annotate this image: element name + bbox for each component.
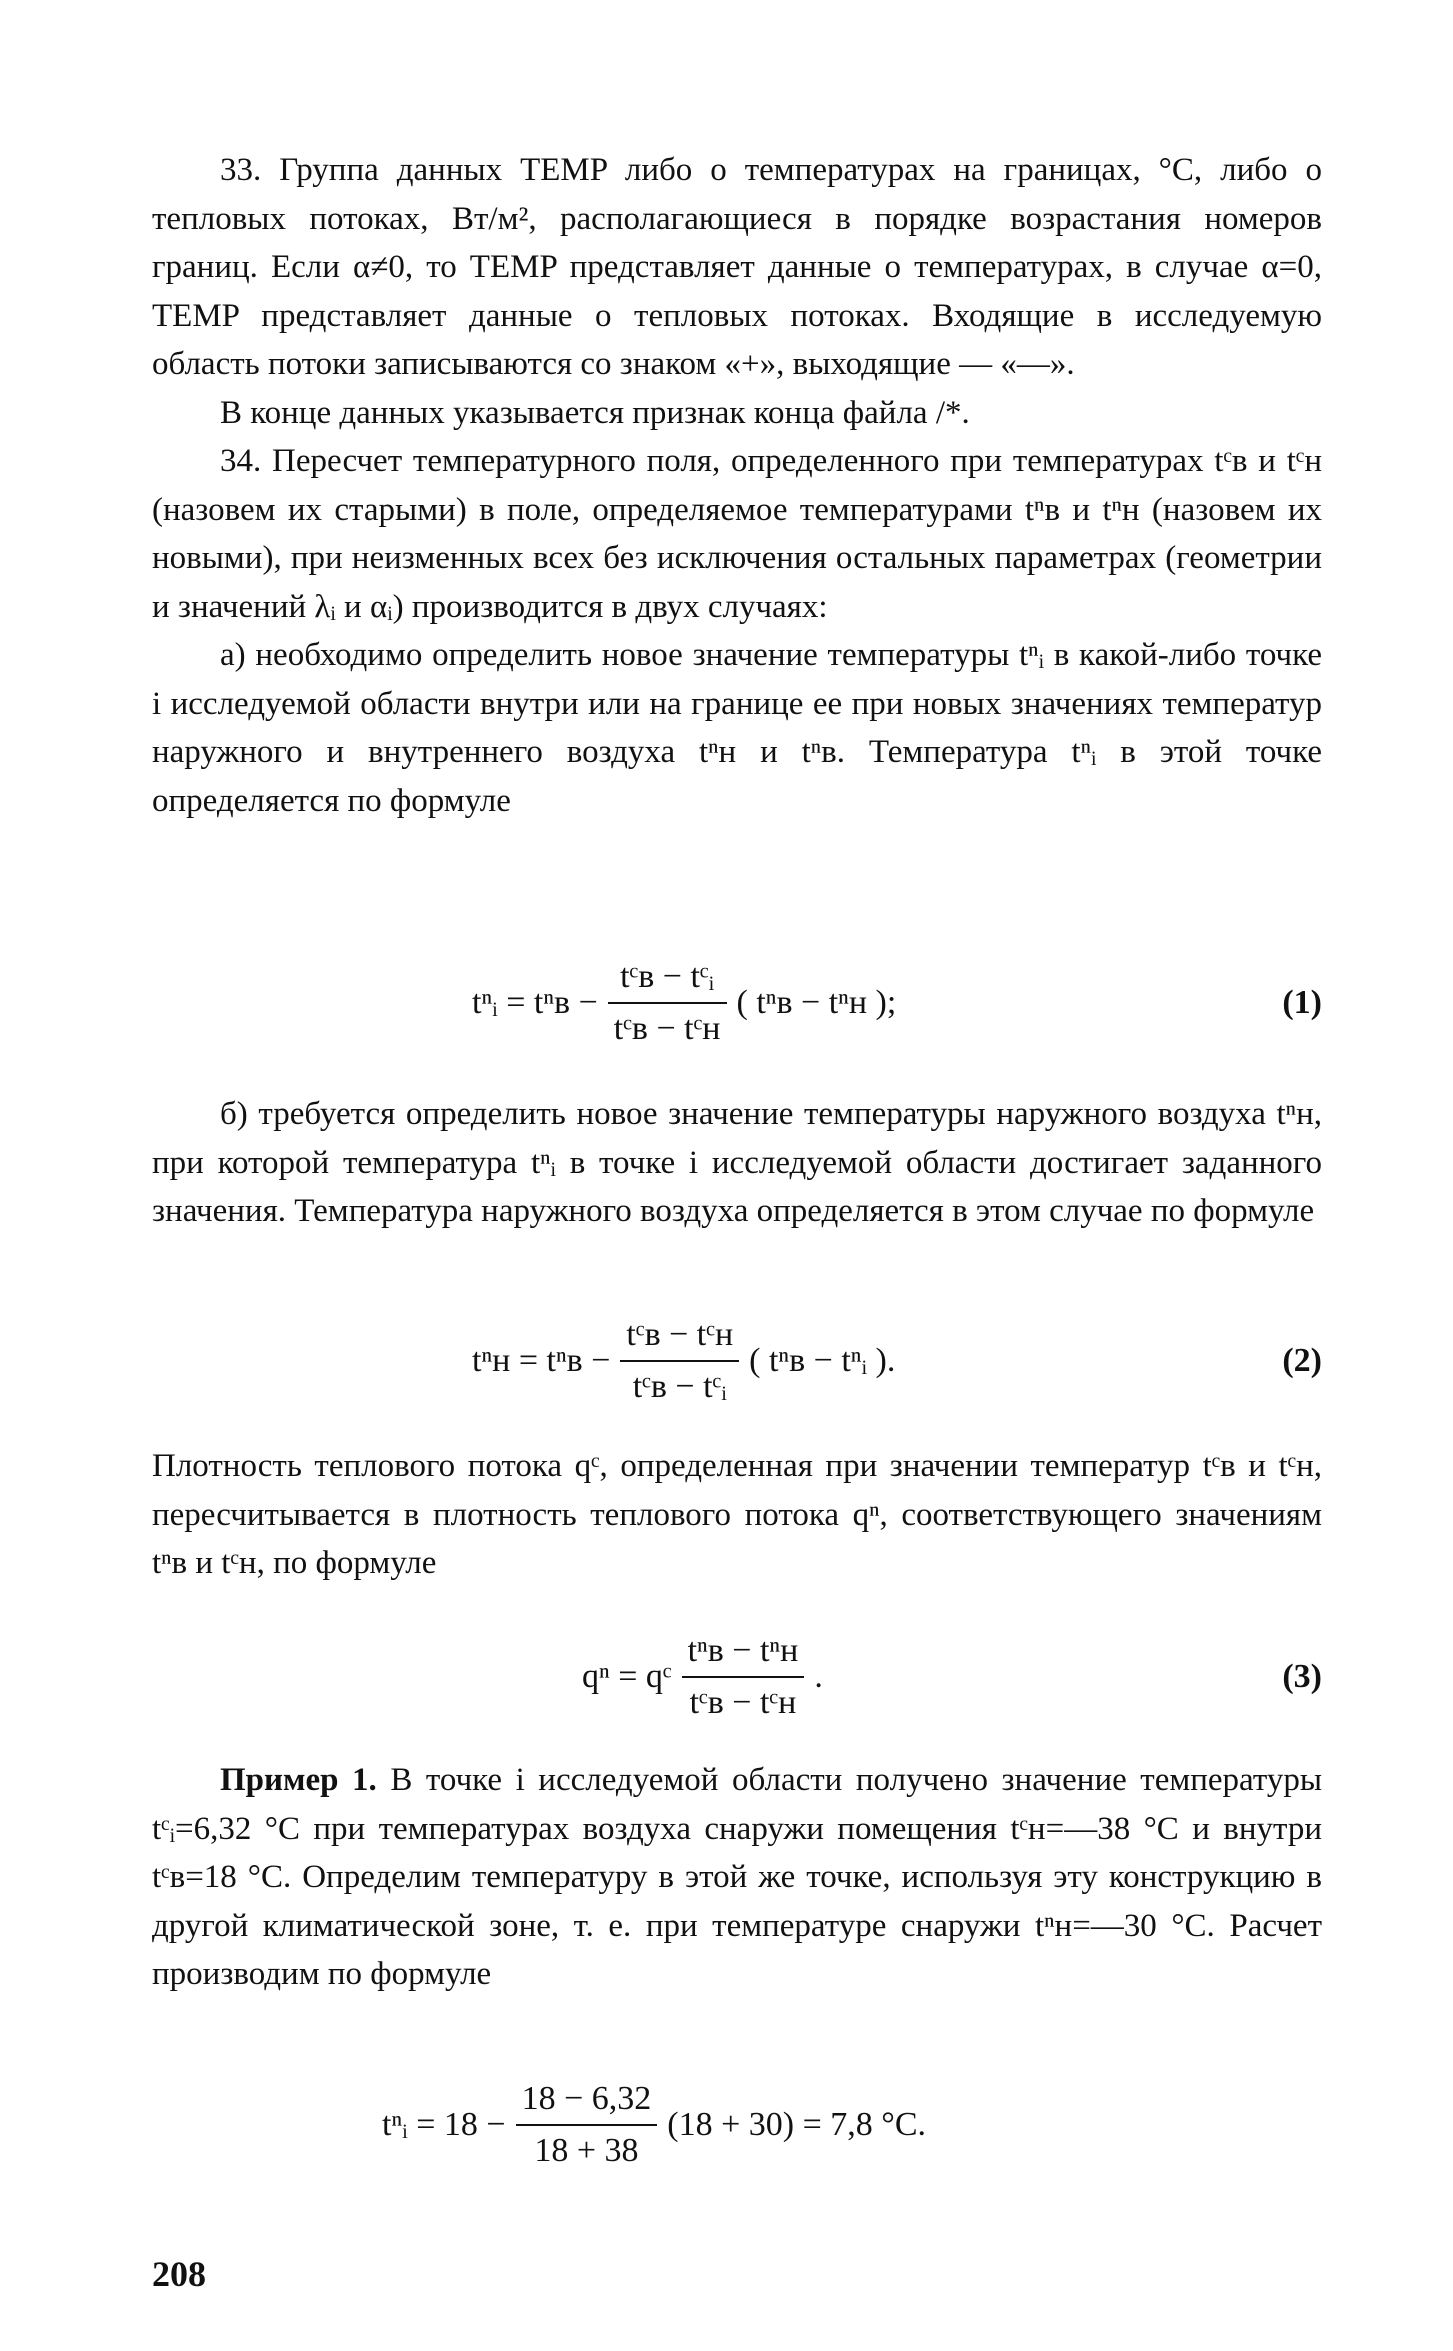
formula-1-lhs: tⁿᵢ = tⁿв −	[472, 984, 598, 1021]
example-text: В точке i исследуемой области получено значение температуры tᶜᵢ=6,32 °С при температурах воздуха снаружи помещения tᶜн=—38 °С и внутри tᶜв=18 °С. Определим температуру в этой же точке, используя эту конструкцию в другой климатической зоне, т. е. при температуре снаружи tⁿн=—30 °С. Расчет производим по формуле	[152, 1762, 1323, 1992]
example-label: Пример 1.	[220, 1762, 377, 1798]
formula-3-numerator: tⁿв − tⁿн	[687, 1632, 799, 1669]
text-block-2	[152, 1090, 1322, 1236]
paragraph-34: 34. Пересчет температурного поля, определенного при температурах tᶜв и tᶜн (назовем их старыми) в поле, определяемое температурами tⁿв и tⁿн (назовем их новыми), при неизменных всех без исключения остальных параметрах (геометрии и значений λᵢ и αᵢ) производится в двух случаях:	[152, 443, 1322, 625]
formula-2-number: (2)	[1282, 1342, 1322, 1379]
paragraph-33: 33. Группа данных TEMP либо о температурах на границах, °С, либо о тепловых потоках, Вт/м², располагающиеся в порядке возрастания номеров границ. Если α≠0, то TEMP представляет данные о температурах, в случае α=0, TEMP представляет данные о тепловых потоках. Входящие в исследуемую область потоки записываются со знаком «+», выходящие — «—».	[152, 152, 1322, 382]
formula-4-rhs: (18 + 30) = 7,8 °С.	[667, 2106, 927, 2143]
page-number: 208	[152, 2254, 206, 2294]
formula-3-fraction	[682, 1632, 805, 1722]
formula-1-denominator: tᶜв − tᶜн	[613, 1010, 721, 1047]
paragraph-example-1	[152, 1756, 1322, 1999]
formula-1-number: (1)	[1282, 984, 1322, 1021]
formula-2	[152, 1296, 1322, 1426]
formula-3	[152, 1612, 1322, 1742]
formula-3-rhs: .	[814, 1658, 823, 1695]
text-block-1	[152, 146, 1322, 825]
formula-1-numerator: tᶜв − tᶜᵢ	[620, 958, 715, 995]
formula-4-lhs: tⁿᵢ = 18 −	[382, 2106, 506, 2143]
formula-2-rhs: ( tⁿв − tⁿᵢ ).	[749, 1342, 896, 1379]
text-block-3	[152, 1442, 1322, 1588]
formula-4-numerator: 18 − 6,32	[521, 2080, 652, 2117]
formula-2-denominator: tᶜв − tᶜᵢ	[632, 1368, 727, 1405]
formula-3-number: (3)	[1282, 1658, 1322, 1695]
paragraph-end-of-file: В конце данных указывается признак конца файла /*.	[220, 394, 970, 431]
paragraph-b: б) требуется определить новое значение температуры наружного воздуха tⁿн, при которой температура tⁿᵢ в точке i исследуемой области достигает заданного значения. Температура наружного воздуха определяется в этом случае по формуле	[152, 1096, 1322, 1229]
formula-2-lhs: tⁿн = tⁿв −	[472, 1342, 611, 1379]
formula-2-fraction	[620, 1316, 739, 1406]
formula-3-lhs: qⁿ = qᶜ	[582, 1658, 672, 1695]
formula-1-fraction	[608, 958, 727, 1048]
formula-1	[152, 938, 1322, 1068]
formula-4	[152, 2060, 1322, 2190]
paragraph-a: а) необходимо определить новое значение температуры tⁿᵢ в какой-либо точке i исследуемой области внутри или на границе ее при новых значениях температур наружного и внутреннего воздуха tⁿн и tⁿв. Температура tⁿᵢ в этой точке определяется по формуле	[152, 637, 1322, 819]
formula-2-numerator: tᶜв − tᶜн	[626, 1316, 734, 1353]
formula-4-fraction	[516, 2080, 658, 2170]
formula-4-denominator: 18 + 38	[534, 2132, 639, 2169]
formula-1-rhs: ( tⁿв − tⁿн );	[736, 984, 897, 1021]
formula-3-denominator: tᶜв − tᶜн	[689, 1684, 797, 1721]
paragraph-heat-flux: Плотность теплового потока qᶜ, определенная при значении температур tᶜв и tᶜн, пересчитывается в плотность теплового потока qⁿ, соответствующего значениям tⁿв и tᶜн, по формуле	[152, 1448, 1322, 1581]
text-block-4	[152, 1756, 1322, 1999]
